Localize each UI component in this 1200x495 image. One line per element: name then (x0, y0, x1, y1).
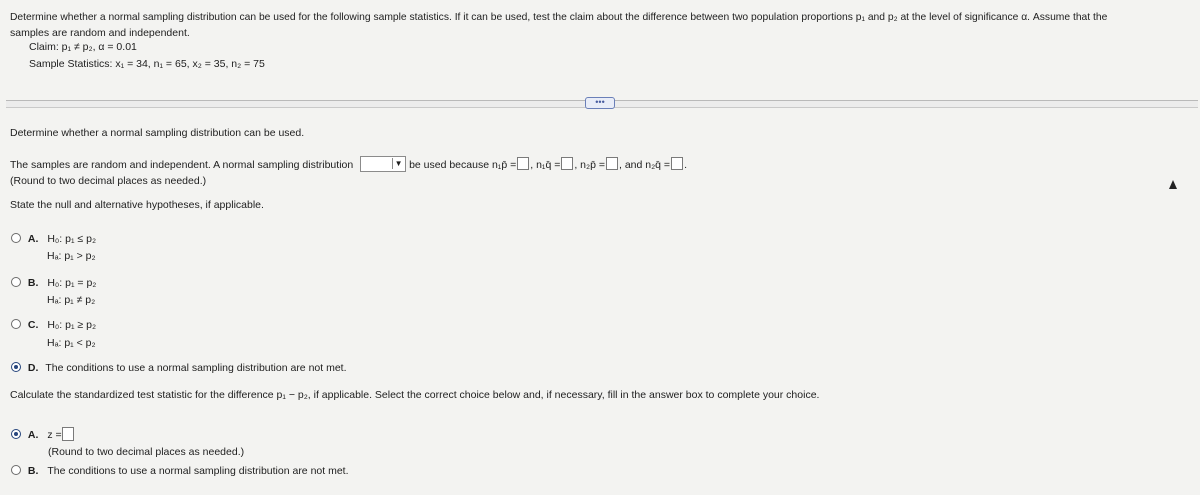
n1q-label: , n₁q̄ = (530, 159, 561, 171)
option-d-radio[interactable] (11, 362, 21, 372)
option-b-label: B. (27, 277, 39, 289)
sentence-end: . (684, 159, 687, 171)
can-cannot-dropdown[interactable] (360, 156, 406, 172)
round-note-2: (Round to two decimal places as needed.) (48, 446, 245, 458)
question-intro-line1: Determine whether a normal sampling distribution can be used for the following sample statistics. If it can be used, test the claim about the difference between two population proportions p₁ and p₂ at the level of significance α. Assume that the (10, 12, 1108, 23)
sample-statistics: Sample Statistics: x₁ = 34, n₁ = 65, x₂ = 35, n₂ = 75 (29, 58, 265, 70)
test-option-b-radio[interactable] (11, 465, 21, 475)
sentence-start: The samples are random and independent. A normal sampling distribution (10, 159, 354, 171)
n2q-input[interactable] (671, 157, 683, 170)
n2p-label: , n₂p̄ = (574, 159, 605, 171)
z-input[interactable] (62, 427, 74, 441)
hypothesis-option-d[interactable] (11, 362, 347, 374)
claim-text: Claim: p₁ ≠ p₂, α = 0.01 (29, 41, 137, 53)
test-option-a-label: A. (27, 429, 39, 441)
option-c-h0: H₀: p₁ ≥ p₂ (47, 319, 97, 331)
option-a-h0: H₀: p₁ ≤ p₂ (47, 233, 97, 245)
test-option-b-text: The conditions to use a normal sampling distribution are not met. (47, 465, 349, 477)
expand-more-button[interactable]: ••• (585, 97, 615, 109)
n2p-input[interactable] (606, 157, 618, 170)
part3-heading: Calculate the standardized test statistic for the difference p₁ − p₂, if applicable. Select the correct choice below and, if necessary, fill in the answer box to complete your choice. (10, 389, 820, 401)
part1-heading: Determine whether a normal sampling distribution can be used. (10, 127, 305, 139)
option-a-radio[interactable] (11, 233, 21, 243)
round-note-1: (Round to two decimal places as needed.) (10, 175, 207, 187)
hypothesis-option-a[interactable] (11, 233, 96, 245)
option-b-radio[interactable] (11, 277, 21, 287)
n1q-input[interactable] (561, 157, 573, 170)
option-b-h0: H₀: p₁ = p₂ (47, 277, 97, 289)
option-a-ha: Hₐ: p₁ > p₂ (47, 250, 96, 262)
hypothesis-option-b[interactable] (11, 277, 96, 289)
test-stat-option-b[interactable] (11, 465, 349, 477)
option-a-label: A. (27, 233, 39, 245)
hypothesis-option-c[interactable] (11, 319, 96, 331)
test-option-b-label: B. (27, 465, 39, 477)
z-prefix: z = (47, 429, 62, 441)
option-d-text: The conditions to use a normal sampling distribution are not met. (45, 362, 347, 374)
option-d-label: D. (27, 362, 39, 374)
option-c-label: C. (27, 319, 39, 331)
test-option-a-radio[interactable] (11, 429, 21, 439)
part2-heading: State the null and alternative hypotheses, if applicable. (10, 199, 264, 211)
mouse-cursor-icon (1169, 180, 1177, 189)
option-c-radio[interactable] (11, 319, 21, 329)
dropdown-arrow-icon: ▼ (392, 158, 404, 169)
option-c-ha: Hₐ: p₁ < p₂ (47, 337, 96, 349)
normal-dist-sentence (10, 156, 687, 172)
question-intro-line2: samples are random and independent. (10, 27, 190, 39)
sentence-mid: be used because n₁p̄ = (409, 159, 517, 171)
n2q-label: , and n₂q̄ = (618, 159, 671, 171)
option-b-ha: Hₐ: p₁ ≠ p₂ (47, 294, 96, 306)
n1p-input[interactable] (517, 157, 529, 170)
test-stat-option-a[interactable] (11, 427, 74, 441)
